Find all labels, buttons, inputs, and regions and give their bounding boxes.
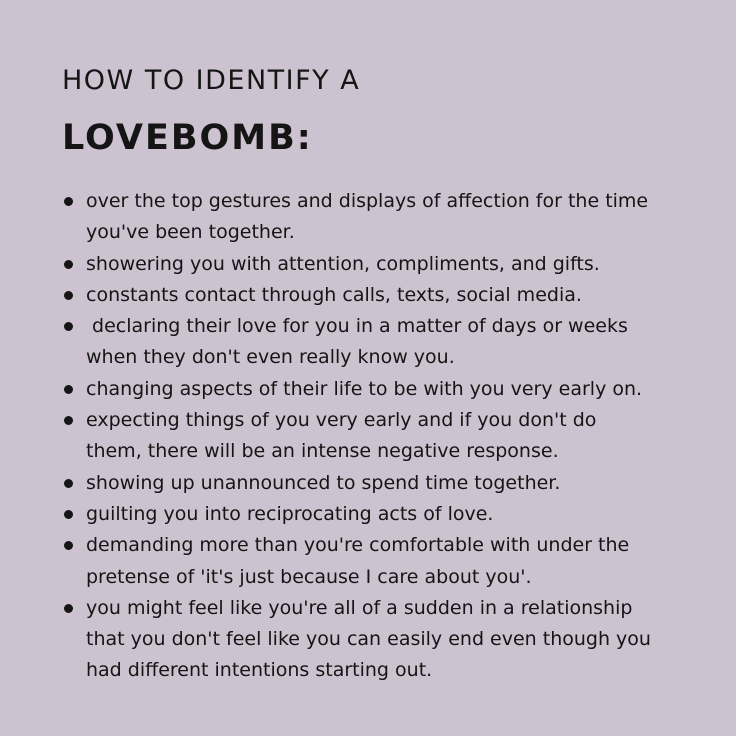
bullet-text-line: showering you with attention, compliments, and gifts. [86,252,600,275]
bullet-text-line: changing aspects of their life to be with you very early on. [86,377,643,400]
bullet-dot-icon [64,260,73,269]
bullet-dot-icon [64,541,73,550]
bullet-dot-icon [64,604,73,613]
bullet-text-line: showing up unannounced to spend time together. [86,471,561,494]
bullet-list [62,186,702,687]
bullet-dot-icon [64,291,73,300]
bullet-item-2 [62,249,702,280]
bullet-item-3 [62,280,702,311]
bullet-item-7 [62,468,702,499]
bullet-dot-icon [64,385,73,394]
bullet-text-line: you've been together. [86,221,295,244]
bullet-item-4 [62,311,702,374]
bullet-item-10 [62,593,702,687]
bullet-item-1 [62,186,702,249]
bullet-text-line: over the top gestures and displays of affection for the time [86,190,649,212]
bullet-text-line: constants contact through calls, texts, social media. [86,283,582,306]
bullet-text-line: that you don't feel like you can easily end even though you [86,628,651,651]
bullet-text-line: pretense of 'it's just because I care about you'. [86,565,532,588]
bullet-item-8 [62,499,702,530]
bullet-text-line: demanding more than you're comfortable with under the [86,534,630,557]
bullet-item-6 [62,405,702,468]
bullet-text-line: when they don't even really know you. [86,346,455,369]
bullet-dot-icon [64,510,73,519]
bullet-text-line: them, there will be an intense negative response. [86,440,559,463]
bullet-dot-icon [64,197,73,206]
title-line-1: HOW TO IDENTIFY A [62,65,361,96]
bullet-item-5 [62,374,702,405]
bullet-item-9 [62,530,702,593]
bullet-dot-icon [64,322,73,331]
bullet-dot-icon [64,416,73,425]
bullet-text-line: declaring their love for you in a matter of days or weeks [86,315,628,338]
bullet-text-line: guilting you into reciprocating acts of love. [86,502,494,525]
bullet-dot-icon [64,479,73,488]
bullet-text-line: had different intentions starting out. [86,659,433,682]
title-line-2: LOVEBOMB: [62,118,313,158]
bullet-text-line: expecting things of you very early and if you don't do [86,409,597,432]
bullet-text-line: you might feel like you're all of a sudden in a relationship [86,596,633,619]
